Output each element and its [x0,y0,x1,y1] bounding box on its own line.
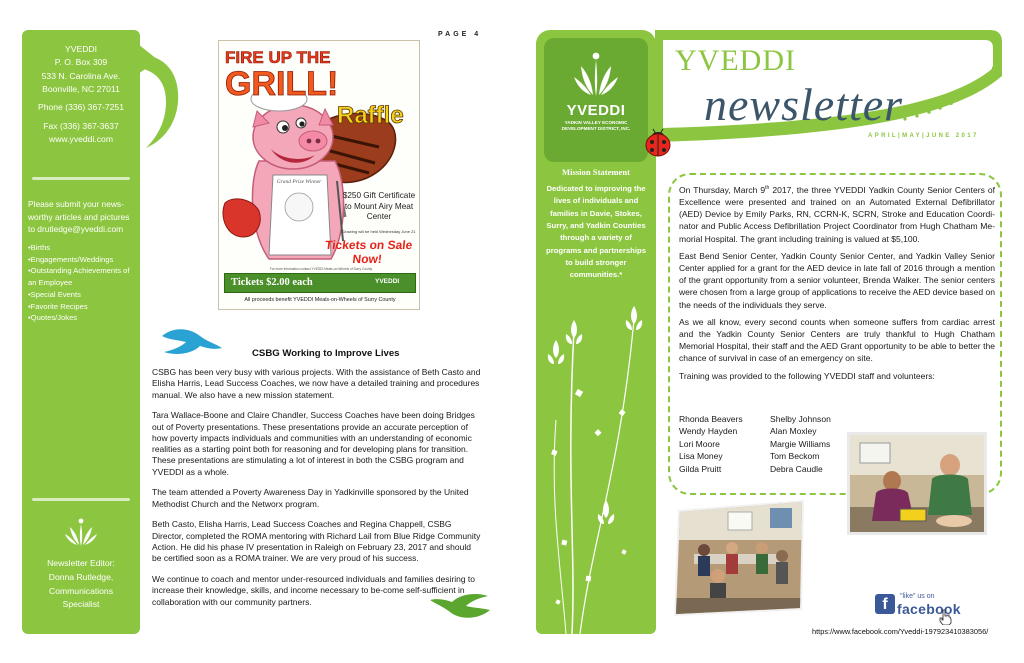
street-address: 533 N. Carolina Ave. [41,70,121,81]
ticket-price: Tickets $2.00 each [231,277,313,288]
apron-text: Grand Prize Winner [276,179,322,185]
raffle-prize-text: $250 Gift Certificate to Mount Airy Meat Center [342,191,416,222]
editor-title: Communications [49,585,113,596]
address-block [22,43,140,146]
logo-subtitle: YADKIN VALLEY ECONOMIC DEVELOPMENT DISTRICT, INC. [561,120,631,131]
green-hand-icon [430,590,492,624]
proceeds-note: All proceeds benefit YVEDDI Meals-on-Wheels of Surry County [244,297,396,303]
topic-item: • Special Events [28,289,138,301]
trainee-name: Wendy Hayden [679,426,738,437]
topic-item: • Quotes/Jokes [28,312,138,324]
page-number: PAGE 4 [438,31,482,38]
names-column-1 [679,413,743,475]
editor-name: Donna Rutledge, [48,571,114,582]
yveddi-leaf-logo-icon [64,518,98,548]
raffle-word: Raffle [337,102,404,129]
article-paragraph: Tara Wallace-Boone and Claire Chandler, Success Coaches have been doing Bridges out of Poverty presentations. These presentations provide an accurate perception of how poverty impacts individuals and communities with an understanding of economic realities as a starting point both for reasoning and for developing plans for transition. These presentations are stimulating a lot of interest in both the CSBG program and YVEDDI as a whole. [152,410,475,477]
topic-item: • Engagements/Weddings [28,254,138,266]
apron-text-icon [249,167,349,197]
facebook-wordmark[interactable]: facebook [897,601,961,617]
article-paragraph: CSBG has been very busy with various projects. With the assistance of Beth Casto and Elisha Harris, Lead Success Coaches, we now have a detailed training and procedures manual. We also have a new mission statement. [152,367,481,400]
trainee-name: Debra Caudle [770,463,823,474]
text-run: 2017, the three YVEDDI Yadkin County Senior Centers of Excellence were presented and trained on an Automated External Defibrillator (AED) Device by Emily Parks, RN, CCRN-K, SCRN, Stroke and Education Coordi-nator and Public Access Defibrillation Project Coordinator from Hugh Chatham Me-morial Hospital. The grant including training is valued at $5,100. [679,185,995,244]
logo-wordmark: YVEDDI [566,102,626,119]
raffle-flyer [218,40,420,310]
trainee-name: Shelby Johnson [770,414,831,424]
divider-top [32,177,130,180]
flyer-title-line1: FIRE UP THE [225,48,331,67]
masthead-newsletter: newsletter [704,79,904,130]
group-training-photo [674,498,806,616]
facebook-logo-icon[interactable]: f [875,594,895,614]
ticket-price-band [224,273,416,293]
flyer-fine-print: For more information contact YVEDDI Meals-on-Wheels of Surry County [269,267,373,271]
city-state-zip: Boonville, NC 27011 [42,83,120,94]
band-logo: YVEDDI [375,278,400,285]
article-paragraph: East Bend Senior Center, Yadkin County Senior Center, and Yadkin Valley Senior Center applied for a grant for the AED device in late fall of 2016 through a mention of the grant opportunity from a senior volunteer, Brenda Walker. The senior centers were chosen from a large group of applications to receive the AED device based on the needs of the individuals they serve. [679,251,995,310]
fax-number: Fax (336) 367-3637 [43,120,119,131]
mission-statement: Dedicated to improving the lives of individuals and families in Davie, Stokes, Surry, and Yadkin Counties through a variety of programs and partnerships to build stronger communities.* [546,184,646,280]
editor-title: Specialist [62,599,100,610]
green-arrow-swoosh-icon [136,40,186,152]
topic-item: • Outstanding Achievements of an Employee [28,265,138,289]
submission-info [28,198,138,324]
issue-date: APRIL|MAY|JUNE 2017 [868,133,979,139]
editor-label: Newsletter Editor: [47,558,115,568]
ladybug-icon [643,125,673,157]
masthead-yveddi: YVEDDI [675,44,796,77]
names-column-2 [770,413,831,475]
article-paragraph: As we all know, every second counts when someone suffers from cardiac arrest and the Yadkin County Senior Centers are truly thankful to Hugh Chatham Memorial Hospital, their staff and the AED Grant opportunity to be able to better the chance of survival in case of an emergency on site. [679,317,995,364]
right-sidebar [536,30,656,634]
facebook-url[interactable]: https://www.facebook.com/Yveddi-197923410383056/ [812,627,989,636]
article-paragraph: The team attended a Poverty Awareness Day in Yadkinville sponsored by the United Methodist Church and the Networx program. [152,487,469,509]
tickets-on-sale: Tickets on Sale Now! [324,238,414,266]
phone-number: Phone (336) 367-7251 [37,102,124,113]
org-name: YVEDDI [65,44,97,54]
superscript: th [765,185,770,192]
aed-training-photo [847,432,987,535]
topic-list [28,242,138,324]
article-paragraph: Training was provided to the following YVEDDI staff and volunteers: [679,370,935,381]
decorative-vine-icon [536,300,656,634]
left-sidebar [22,30,140,634]
submit-text: Please submit your news-worthy articles and pictures to drutledge@yveddi.com [28,199,130,235]
article-paragraph: We continue to coach and mentor under-resourced individuals and families desiring to increase their knowledge, skills, and income necessary to be-come self-sufficient in collaboration with our community partners. [152,574,476,607]
drawing-date: Drawing will be held Wednesday June 21 [342,229,416,234]
website-link[interactable]: www.yveddi.com [49,133,113,144]
trainee-name: Gilda Pruitt [679,463,722,474]
topic-item: • Births [28,242,138,254]
flyer-title-line2: GRILL! [225,65,339,101]
text-run: On Thursday, March 9 [679,185,766,195]
csbg-article [152,367,482,617]
divider-bottom [32,498,130,501]
trainee-name: Tom Beckom [770,451,820,462]
pointer-hand-icon [938,609,952,625]
yveddi-leaf-logo-icon [574,52,618,98]
trainee-name: Rhonda Beavers [679,414,743,424]
trainee-name: Margie Williams [770,438,831,449]
trainee-name: Lori Moore [679,438,720,449]
yveddi-logo [544,38,648,162]
article-paragraph: Beth Casto, Elisha Harris, Lead Success Coaches and Regina Chappell, CSBG Director, completed the ROMA mentoring with Richard Lail from Blue Ridge Community Action. He did his phase IV presentation in Raleigh on February 23, 2017 and should be certified soon as a ROMA trainer. We are very proud of his success. [152,519,481,564]
editor-credit [22,557,140,612]
po-box: P. O. Box 309 [54,57,108,68]
article-paragraph [679,184,995,245]
training-photo-image [850,435,984,532]
article-title [252,348,400,359]
topic-item: • Favorite Recipes [28,301,138,313]
trainee-name: Alan Moxley [770,426,817,437]
open-hand-icon [160,322,224,358]
facebook-like-text: "like" us on [900,593,935,600]
aed-article [679,184,995,387]
article-title-acronym: CSBG [252,348,280,359]
trainee-name: Lisa Money [679,451,723,462]
raffle-word-icon [335,93,421,133]
mission-heading: Mission Statement [561,167,631,177]
article-title-rest: Working to Improve Lives [279,348,400,359]
